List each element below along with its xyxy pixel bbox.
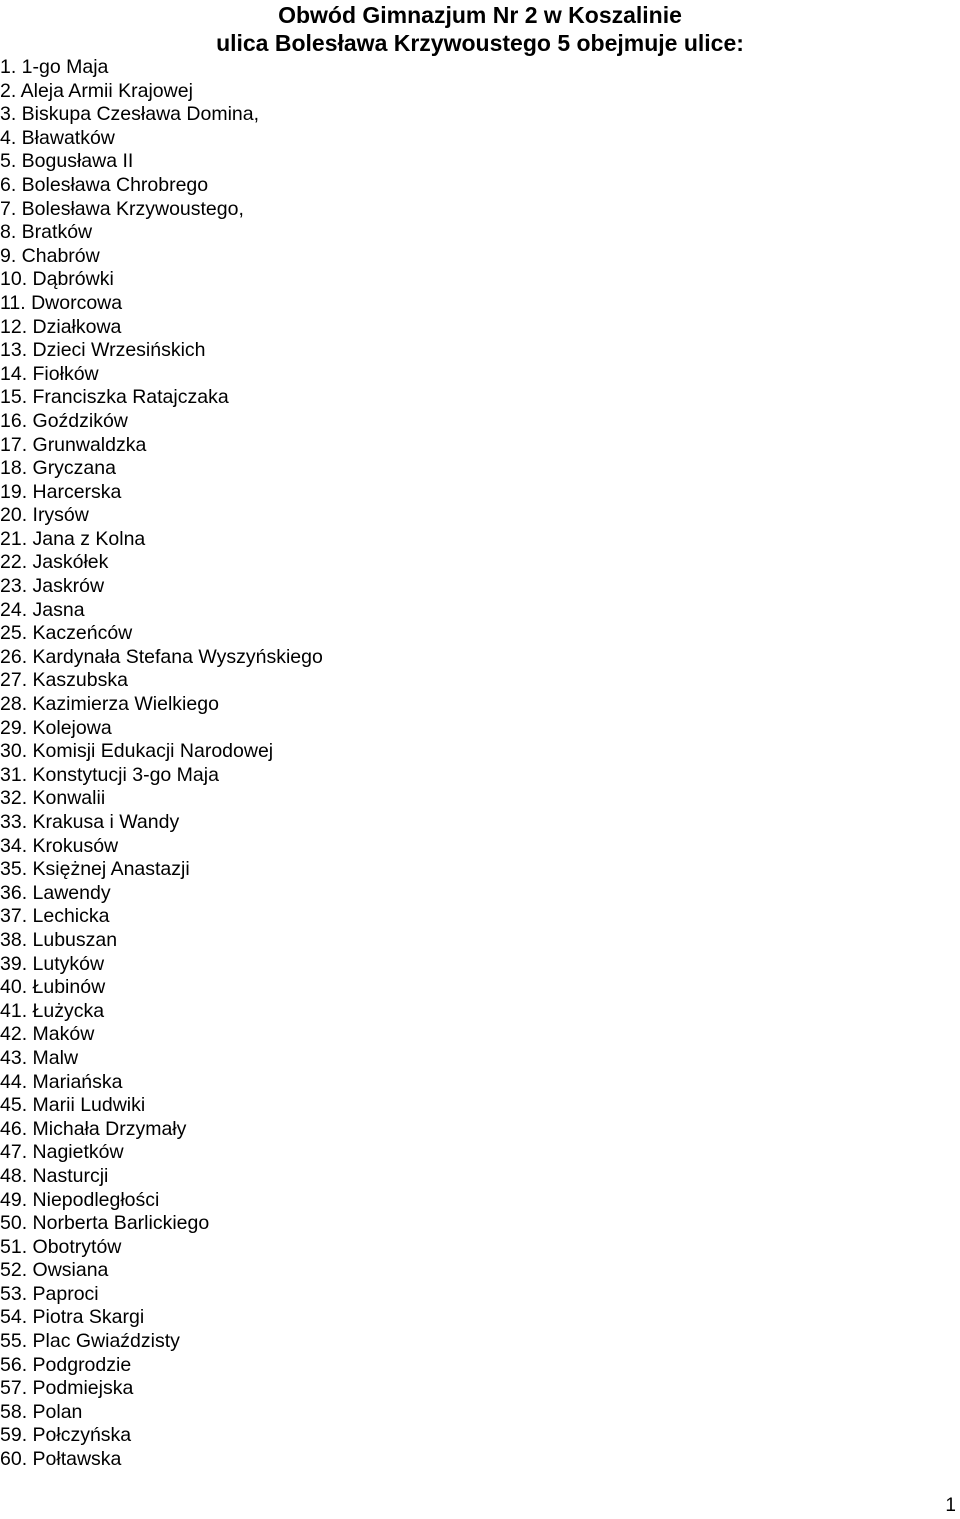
street-list [0, 56, 323, 1472]
street-list-item: 35. Księżnej Anastazji [0, 858, 190, 881]
street-list-item: 19. Harcerska [0, 480, 122, 503]
street-list-item: 58. Polan [0, 1400, 83, 1423]
street-list-item: 7. Bolesława Krzywoustego, [0, 197, 244, 220]
street-list-item: 14. Fiołków [0, 362, 99, 385]
street-list-item: 29. Kolejowa [0, 716, 112, 739]
street-list-item: 3. Biskupa Czesława Domina, [0, 103, 260, 126]
street-list-item: 53. Paproci [0, 1282, 99, 1305]
street-list-item: 13. Dzieci Wrzesińskich [0, 339, 206, 362]
street-list-item: 43. Malw [0, 1046, 79, 1069]
street-list-item: 26. Kardynała Stefana Wyszyńskiego [0, 645, 323, 668]
street-list-item: 12. Działkowa [0, 315, 122, 338]
street-list-item: 15. Franciszka Ratajczaka [0, 386, 229, 409]
street-list-item: 40. Łubinów [0, 976, 106, 999]
street-list-item: 6. Bolesława Chrobrego [0, 173, 209, 196]
title-line-1: Obwód Gimnazjum Nr 2 w Koszalinie [278, 2, 682, 28]
street-list-item: 39. Lutyków [0, 952, 105, 975]
document-title [0, 0, 960, 57]
street-list-item: 23. Jaskrów [0, 575, 105, 598]
street-list-item: 36. Lawendy [0, 881, 111, 904]
street-list-item: 54. Piotra Skargi [0, 1306, 145, 1329]
street-list-item: 27. Kaszubska [0, 669, 128, 692]
street-list-item: 1. 1-go Maja [0, 56, 109, 78]
street-list-item: 16. Goździków [0, 409, 128, 432]
street-list-item: 45. Marii Ludwiki [0, 1094, 146, 1117]
street-list-item: 24. Jasna [0, 598, 85, 621]
street-list-item: 38. Lubuszan [0, 928, 118, 951]
street-list-item: 51. Obotrytów [0, 1235, 122, 1258]
street-list-item: 50. Norberta Barlickiego [0, 1212, 210, 1235]
street-list-item: 56. Podgrodzie [0, 1353, 132, 1376]
street-list-item: 49. Niepodległości [0, 1188, 160, 1211]
street-list-item: 55. Plac Gwiaździsty [0, 1330, 180, 1353]
street-list-item: 37. Lechicka [0, 905, 110, 928]
street-list-item: 18. Gryczana [0, 457, 116, 480]
page-number: 1 [945, 1495, 956, 1516]
street-list-item: 48. Nasturcji [0, 1164, 109, 1187]
street-list-item: 10. Dąbrówki [0, 268, 114, 291]
street-list-item: 52. Owsiana [0, 1259, 109, 1282]
street-list-item: 41. Łużycka [0, 999, 105, 1022]
street-list-item: 8. Bratków [0, 221, 93, 244]
street-list-item: 20. Irysów [0, 504, 89, 527]
street-list-item: 17. Grunwaldzka [0, 433, 147, 456]
street-list-item: 11. Dworcowa [0, 291, 123, 314]
street-list-item: 22. Jaskółek [0, 551, 109, 574]
street-list-item: 44. Mariańska [0, 1070, 123, 1093]
street-list-item: 4. Bławatków [0, 126, 115, 149]
street-list-item: 59. Połczyńska [0, 1424, 132, 1447]
street-list-item: 9. Chabrów [0, 244, 100, 267]
street-list-item: 33. Krakusa i Wandy [0, 811, 180, 833]
street-list-item: 46. Michała Drzymały [0, 1117, 187, 1140]
street-list-item: 34. Krokusów [0, 834, 119, 857]
street-list-item: 60. Połtawska [0, 1448, 122, 1471]
street-list-item: 28. Kazimierza Wielkiego [0, 693, 219, 716]
street-list-item: 32. Konwalii [0, 787, 106, 810]
street-list-item: 5. Bogusława II [0, 150, 134, 173]
street-list-item: 2. Aleja Armii Krajowej [0, 79, 193, 102]
street-list-item: 30. Komisji Edukacji Narodowej [0, 740, 274, 763]
street-list-item: 42. Maków [0, 1023, 95, 1046]
street-list-item: 21. Jana z Kolna [0, 527, 146, 550]
title-line-2: ulica Bolesława Krzywoustego 5 obejmuje ulice: [216, 30, 744, 56]
street-list-item: 57. Podmiejska [0, 1377, 134, 1400]
street-list-item: 25. Kaczeńców [0, 622, 133, 645]
street-list-item: 31. Konstytucji 3-go Maja [0, 763, 219, 786]
street-list-item: 47. Nagietków [0, 1141, 124, 1164]
